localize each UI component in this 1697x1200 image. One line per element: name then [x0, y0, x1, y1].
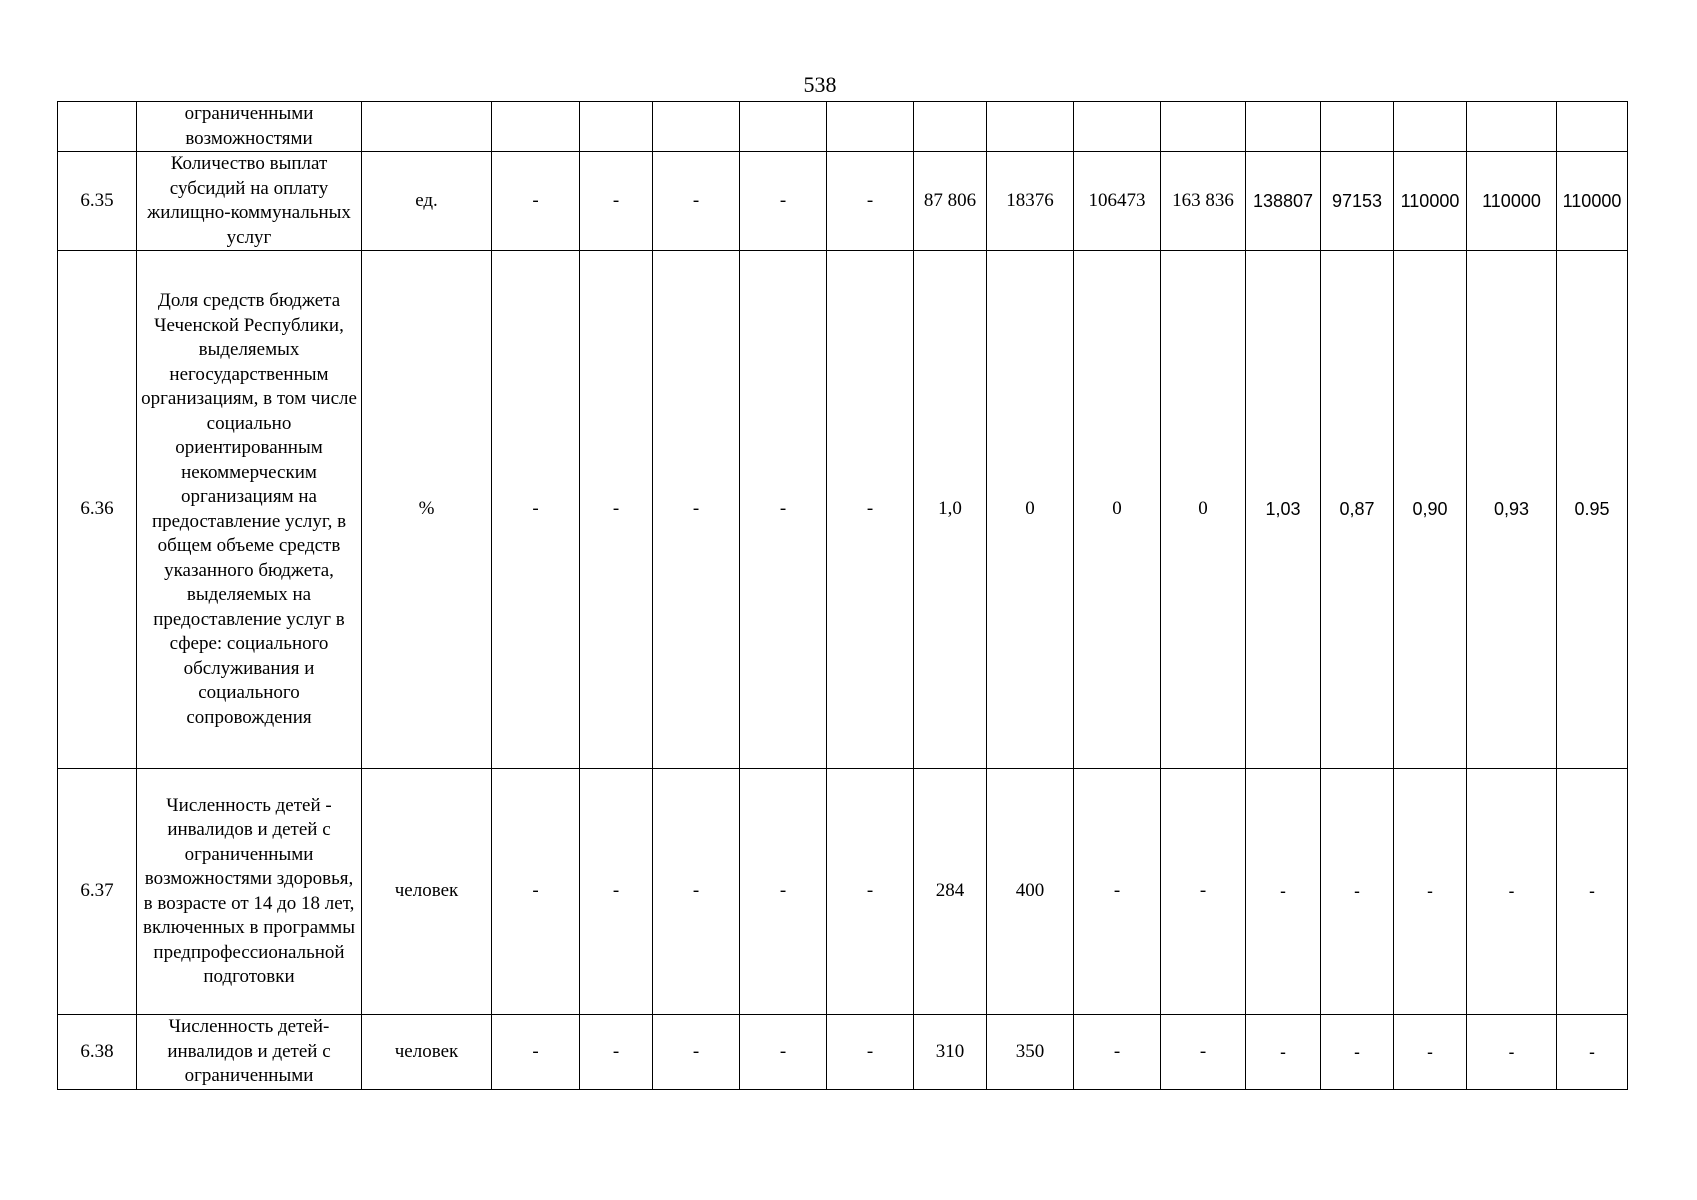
value-cell: - — [1246, 1015, 1321, 1090]
value-cell: - — [580, 152, 653, 251]
value-cell — [740, 102, 827, 152]
value-cell: - — [1161, 1015, 1246, 1090]
value-cell: 1,0 — [914, 251, 987, 769]
value-cell — [914, 102, 987, 152]
value-cell — [1246, 102, 1321, 152]
value-cell: - — [827, 152, 914, 251]
value-cell: 87 806 — [914, 152, 987, 251]
table-row — [58, 769, 1628, 1015]
table-row — [58, 1015, 1628, 1090]
value-cell: 284 — [914, 769, 987, 1015]
row-number: 6.38 — [58, 1015, 137, 1090]
unit-cell: ед. — [362, 152, 492, 251]
value-cell: - — [740, 251, 827, 769]
value-cell — [987, 102, 1074, 152]
value-cell: 110000 — [1394, 152, 1467, 251]
value-cell: - — [740, 769, 827, 1015]
value-cell: 400 — [987, 769, 1074, 1015]
table-row — [58, 102, 1628, 152]
unit-cell: человек — [362, 1015, 492, 1090]
value-cell: - — [492, 251, 580, 769]
indicators-table — [57, 101, 1628, 1090]
value-cell: - — [1321, 769, 1394, 1015]
table-row — [58, 152, 1628, 251]
value-cell — [492, 102, 580, 152]
value-cell: 0 — [987, 251, 1074, 769]
value-cell — [1321, 102, 1394, 152]
unit-cell — [362, 102, 492, 152]
value-cell: 110000 — [1467, 152, 1557, 251]
value-cell: 138807 — [1246, 152, 1321, 251]
value-cell: - — [1557, 1015, 1628, 1090]
value-cell: 97153 — [1321, 152, 1394, 251]
value-cell: - — [492, 769, 580, 1015]
value-cell: 0,87 — [1321, 251, 1394, 769]
value-cell: 310 — [914, 1015, 987, 1090]
value-cell: - — [1074, 1015, 1161, 1090]
row-number: 6.37 — [58, 769, 137, 1015]
value-cell: 110000 — [1557, 152, 1628, 251]
value-cell: 350 — [987, 1015, 1074, 1090]
value-cell: - — [1246, 769, 1321, 1015]
value-cell — [653, 102, 740, 152]
value-cell — [580, 102, 653, 152]
value-cell: 163 836 — [1161, 152, 1246, 251]
value-cell: 0.95 — [1557, 251, 1628, 769]
indicator-name: Численность детей - инвалидов и детей с ограниченными возможностями здоровья, в возрасте от 14 до 18 лет, включенных в программы предпрофессиональной подготовки — [137, 769, 362, 1015]
value-cell — [1467, 102, 1557, 152]
value-cell — [1557, 102, 1628, 152]
value-cell: - — [1394, 769, 1467, 1015]
unit-cell: % — [362, 251, 492, 769]
value-cell: 0,90 — [1394, 251, 1467, 769]
value-cell: 18376 — [987, 152, 1074, 251]
value-cell: - — [653, 251, 740, 769]
value-cell: 0,93 — [1467, 251, 1557, 769]
value-cell: - — [1321, 1015, 1394, 1090]
page-number: 538 — [803, 72, 837, 97]
value-cell: 106473 — [1074, 152, 1161, 251]
table-row — [58, 251, 1628, 769]
value-cell: 0 — [1074, 251, 1161, 769]
unit-cell: человек — [362, 769, 492, 1015]
value-cell: 0 — [1161, 251, 1246, 769]
value-cell: - — [492, 152, 580, 251]
value-cell: 1,03 — [1246, 251, 1321, 769]
value-cell: - — [580, 1015, 653, 1090]
value-cell: - — [492, 1015, 580, 1090]
value-cell: - — [580, 769, 653, 1015]
value-cell — [1394, 102, 1467, 152]
value-cell — [1161, 102, 1246, 152]
indicator-name: Численность детей-инвалидов и детей с ограниченными — [137, 1015, 362, 1090]
value-cell: - — [1467, 769, 1557, 1015]
value-cell: - — [653, 1015, 740, 1090]
value-cell: - — [653, 152, 740, 251]
value-cell: - — [580, 251, 653, 769]
value-cell: - — [1161, 769, 1246, 1015]
indicator-name: ограниченными возможностями — [137, 102, 362, 152]
value-cell: - — [740, 152, 827, 251]
row-number: 6.36 — [58, 251, 137, 769]
value-cell — [1074, 102, 1161, 152]
value-cell: - — [1557, 769, 1628, 1015]
value-cell: - — [1074, 769, 1161, 1015]
row-number — [58, 102, 137, 152]
value-cell: - — [1467, 1015, 1557, 1090]
value-cell: - — [1394, 1015, 1467, 1090]
value-cell — [827, 102, 914, 152]
indicator-name: Доля средств бюджета Чеченской Республики, выделяемых негосударственным организациям, в том числе социально ориентированным некоммерческим организациям на предоставление услуг, в общем объеме средств указанного бюджета, выделяемых на предоставление услуг в сфере: социального обслуживания и социального сопровождения — [137, 251, 362, 769]
value-cell: - — [827, 769, 914, 1015]
value-cell: - — [653, 769, 740, 1015]
value-cell: - — [827, 251, 914, 769]
value-cell: - — [740, 1015, 827, 1090]
indicator-name: Количество выплат субсидий на оплату жилищно-коммунальных услуг — [137, 152, 362, 251]
row-number: 6.35 — [58, 152, 137, 251]
value-cell: - — [827, 1015, 914, 1090]
